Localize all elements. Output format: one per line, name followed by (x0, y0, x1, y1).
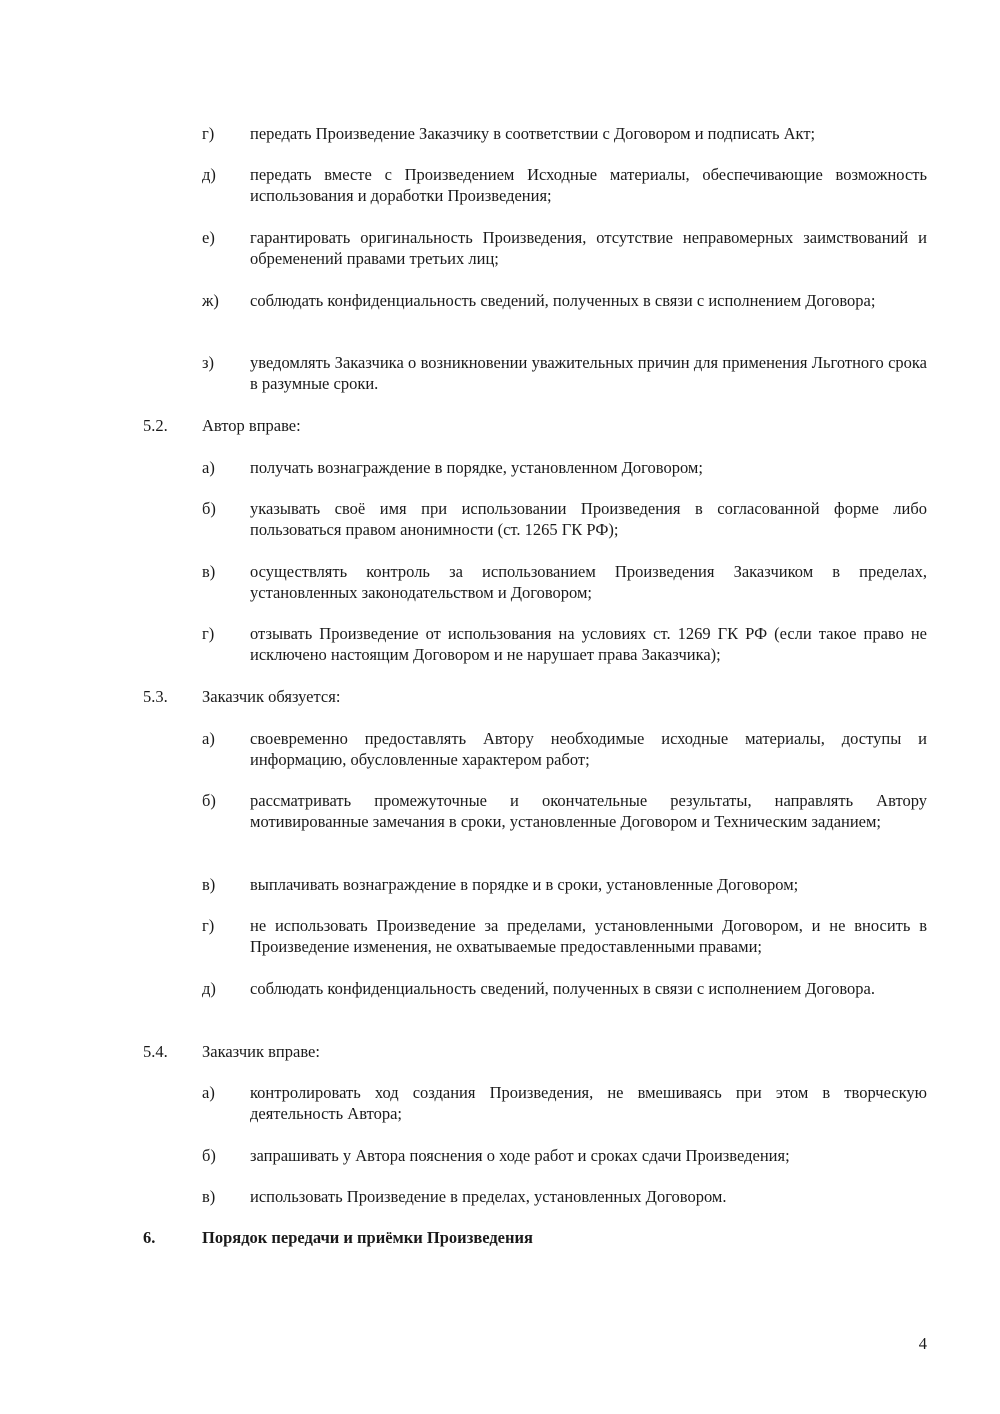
chapter-number: 6. (143, 1228, 156, 1247)
section-title: Автор вправе: (202, 416, 301, 435)
section-number: 5.4. (143, 1042, 168, 1061)
item-text: гарантировать оригинальность Произведения, отсутствие неправомерных заимствований и обременений правами третьих лиц; (250, 228, 927, 268)
item-label: в) (202, 875, 216, 894)
item-label: а) (202, 729, 215, 748)
item-text: отзывать Произведение от использования на условиях ст. 1269 ГК РФ (если такое право не исключено настоящим Договором и не нарушает права Заказчика); (250, 624, 927, 664)
item-label: г) (202, 916, 215, 935)
item-label: б) (202, 791, 216, 810)
item-text: осуществлять контроль за использованием Произведения Заказчиком в пределах, установленных законодательством и Договором; (250, 562, 927, 602)
item-text: не использовать Произведение за пределами, установленными Договором, и не вносить в Произведение изменения, не охватываемые предоставленными правами; (250, 916, 927, 956)
item-label: а) (202, 458, 215, 477)
item-label: г) (202, 124, 215, 143)
item-text: использовать Произведение в пределах, установленных Договором. (250, 1187, 727, 1206)
item-text: передать Произведение Заказчику в соответствии с Договором и подписать Акт; (250, 124, 816, 143)
item-label: г) (202, 624, 215, 643)
section-title: Заказчик вправе: (202, 1042, 320, 1061)
chapter-title: Порядок передачи и приёмки Произведения (202, 1228, 533, 1247)
item-text: выплачивать вознаграждение в порядке и в сроки, установленные Договором; (250, 875, 799, 894)
item-label: в) (202, 562, 216, 581)
page-number: 4 (918, 1334, 927, 1353)
item-text: соблюдать конфиденциальность сведений, полученных в связи с исполнением Договора. (250, 979, 876, 998)
item-text: получать вознаграждение в порядке, установленном Договором; (250, 458, 703, 477)
item-text: рассматривать промежуточные и окончательные результаты, направлять Автору мотивированные замечания в сроки, установленные Договором и Техническим заданием; (250, 791, 927, 831)
item-label: д) (202, 979, 216, 998)
item-text: запрашивать у Автора пояснения о ходе работ и сроках сдачи Произведения; (250, 1146, 790, 1165)
item-text: передать вместе с Произведением Исходные материалы, обеспечивающие возможность использования и доработки Произведения; (250, 165, 927, 205)
section-number: 5.3. (143, 687, 168, 706)
item-label: б) (202, 499, 216, 518)
item-text: указывать своё имя при использовании Произведения в согласованной форме либо пользоваться правом анонимности (ст. 1265 ГК РФ); (250, 499, 927, 539)
item-text: контролировать ход создания Произведения, не вмешиваясь при этом в творческую деятельность Автора; (250, 1083, 927, 1123)
item-label: в) (202, 1187, 216, 1206)
item-text: уведомлять Заказчика о возникновении уважительных причин для применения Льготного срока в разумные сроки. (250, 353, 927, 393)
item-label: д) (202, 165, 216, 184)
item-label: е) (202, 228, 215, 247)
item-label: б) (202, 1146, 216, 1165)
item-label: з) (202, 353, 215, 372)
section-number: 5.2. (143, 416, 168, 435)
section-title: Заказчик обязуется: (202, 687, 341, 706)
item-label: ж) (202, 291, 219, 310)
item-text: соблюдать конфиденциальность сведений, полученных в связи с исполнением Договора; (250, 291, 876, 310)
item-text: своевременно предоставлять Автору необходимые исходные материалы, доступы и информацию, обусловленные характером работ; (250, 729, 927, 769)
item-label: а) (202, 1083, 215, 1102)
